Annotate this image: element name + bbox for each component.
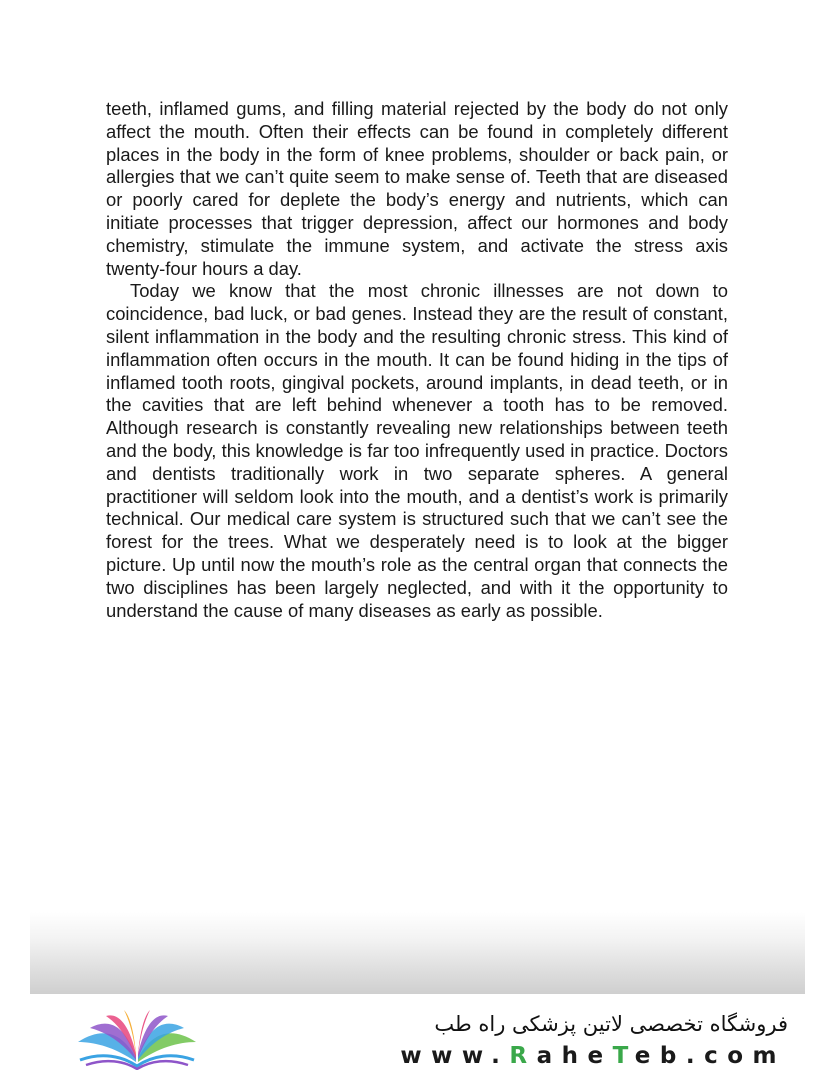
open-book-icon (72, 1008, 202, 1070)
url-part-ahe: ahe (536, 1043, 613, 1069)
footer-shadow (30, 912, 805, 994)
url-letter-t: T (612, 1043, 635, 1069)
url-part-eb: eb (634, 1043, 686, 1069)
paragraph-today: Today we know that the most chronic illnesses are not down to coincidence, bad luck, or bad genes. Instead they are the result of constant, silent inflammation in the body and the resulting chronic stress. This kind of inflammation often occurs in the mouth. It can be found hiding in the tips of inflamed tooth roots, gingival pockets, around implants, in dead teeth, or in the cavities that are left behind whenever a tooth has to be removed. Although research is constantly revealing new relationships between teeth and the body, this knowledge is far too infrequently used in practice. Doctors and dentists traditionally work in two separate spheres. A general practitioner will seldom look into the mouth, and a dentist’s work is primarily technical. Our medical care system is structured such that we can’t see the forest for the trees. What we desperately need is to look at the bigger picture. Up until now the mouth’s role as the central organ that connects the two disciplines has been largely neglected, and with it the opportunity to understand the cause of many diseases as early as possible. (106, 280, 728, 621)
page-body (106, 98, 728, 622)
shop-name: فروشگاه تخصصی لاتین پزشکی راه طب (434, 1012, 788, 1036)
url-suffix: .com (685, 1043, 786, 1069)
url-letter-r: R (509, 1043, 537, 1069)
url-prefix: www. (400, 1043, 510, 1069)
shop-url[interactable] (400, 1043, 786, 1069)
paragraph-continued: teeth, inflamed gums, and filling material rejected by the body do not only affect the mouth. Often their effects can be found in completely different places in the body in the form of knee problems, shoulder or back pain, or allergies that we can’t quite seem to make sense of. Teeth that are diseased or poorly cared for deplete the body’s energy and nutrients, which can initiate processes that trigger depression, affect our hormones and body chemistry, stimulate the immune system, and activate the stress axis twenty-four hours a day. (106, 98, 728, 279)
